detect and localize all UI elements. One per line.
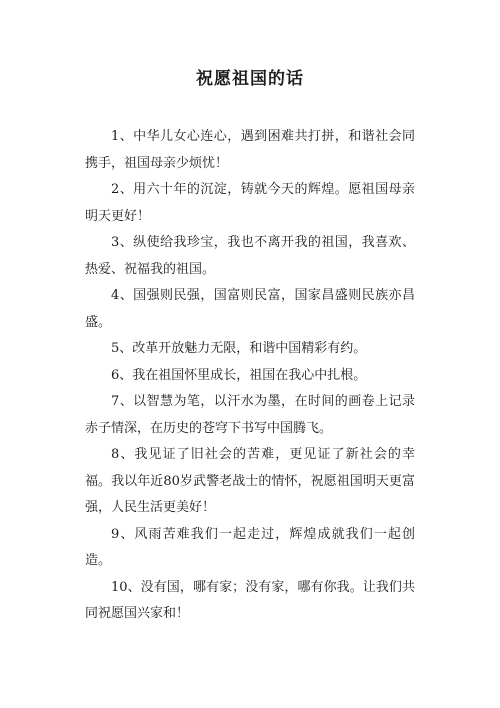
document-body — [85, 124, 415, 628]
paragraph-4: 4、国强则民强，国富则民富，国家昌盛则民族亦昌盛。 — [85, 288, 415, 330]
paragraph-9: 9、风雨苦难我们一起走过，辉煌成就我们一起创造。 — [85, 526, 415, 568]
paragraph-7: 7、以智慧为笔，以汗水为墨，在时间的画卷上记录赤子情深，在历史的苍穹下书写中国腾飞。 — [85, 394, 415, 436]
paragraph-5: 5、改革开放魅力无限，和谐中国精彩有约。 — [111, 341, 367, 356]
paragraph-1: 1、中华儿女心连心，遇到困难共打拼，和谐社会同携手，祖国母亲少烦忧！ — [85, 129, 415, 171]
paragraph-6: 6、我在祖国怀里成长，祖国在我心中扎根。 — [111, 367, 367, 383]
paragraph-10: 10、没有国，哪有家；没有家，哪有你我。让我们共同祝愿国兴家和！ — [85, 579, 415, 621]
paragraph-3: 3、纵使给我珍宝，我也不离开我的祖国，我喜欢、热爱、祝福我的祖国。 — [85, 235, 415, 277]
page-title: 祝愿祖国的话 — [196, 69, 304, 89]
paragraph-8: 8、我见证了旧社会的苦难，更见证了新社会的幸福。我以年近80岁武警老战士的情怀，祝愿祖国明天更富强，人民生活更美好！ — [85, 447, 415, 515]
paragraph-2: 2、用六十年的沉淀，铸就今天的辉煌。愿祖国母亲明天更好！ — [85, 182, 415, 224]
